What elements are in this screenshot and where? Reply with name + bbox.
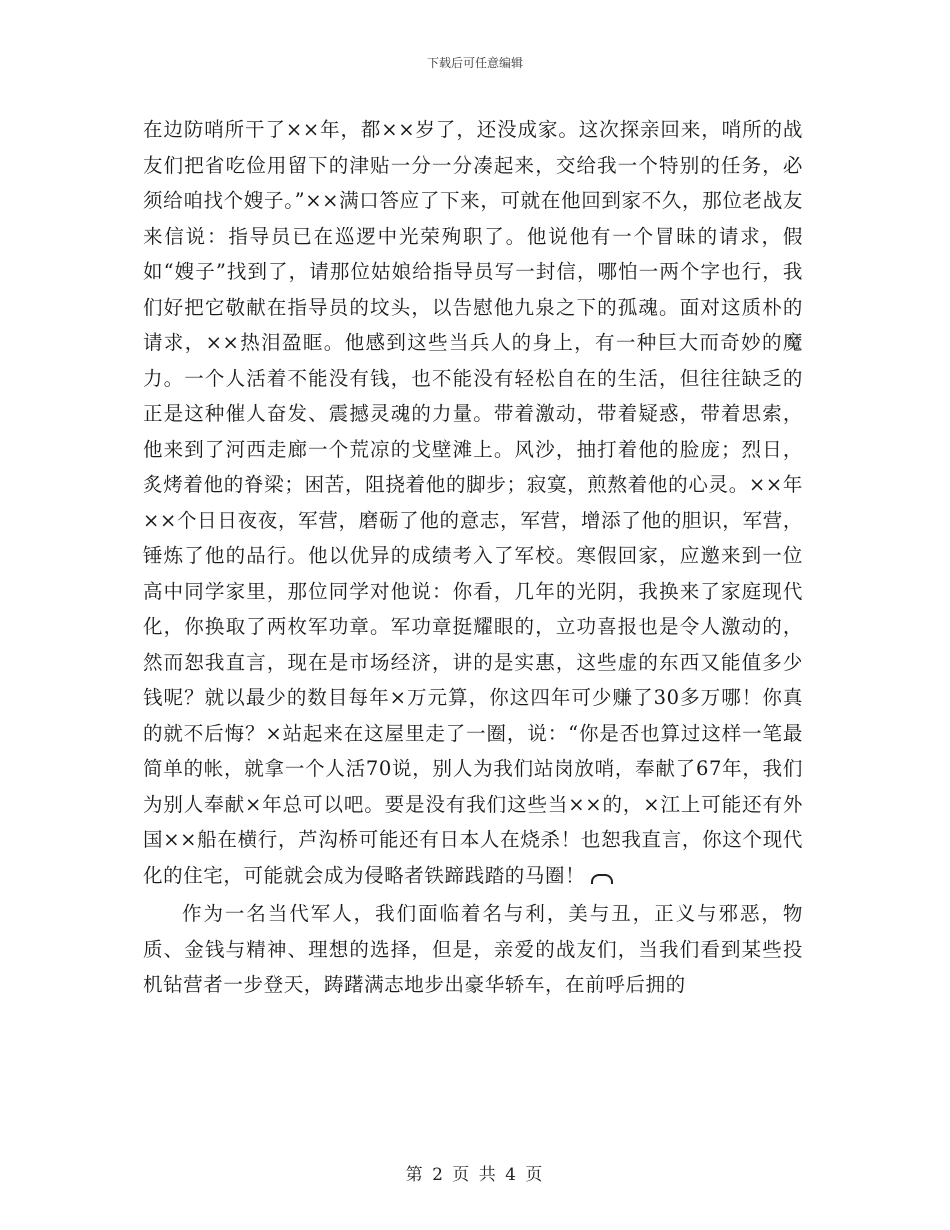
paragraph [143,112,803,893]
page-header: 下载后可任意编辑 [426,56,523,70]
paragraph-mark-icon [591,874,613,884]
paragraph-text: 在边防哨所干了××年，都××岁了，还没成家。这次探亲回来，哨所的战友们把省吃俭用留下的津贴一分一分凑起来，交给我一个特别的任务，必须给咱找个嫂子。”××满口答应了下来，可就在他回到家不久，那位老战友来信说：指导员已在巡逻中光荣殉职了。他说他有一个冒昧的请求，假如“嫂子”找到了，请那位姑娘给指导员写一封信，哪怕一两个字也行，我们好把它敬献在指导员的坟头，以告慰他九泉之下的孤魂。面对这质朴的请求，××热泪盈眶。他感到这些当兵人的身上，有一种巨大而奇妙的魔力。一个人活着不能没有钱，也不能没有轻松自在的生活，但往往缺乏的正是这种催人奋发、震撼灵魂的力量。带着激动，带着疑惑，带着思索，他来到了河西走廊一个荒凉的戈壁滩上。风沙，抽打着他的脸庞；烈日，炙烤着他的脊梁；困苦，阻挠着他的脚步；寂寞，煎熬着他的心灵。××年××个日日夜夜，军营，磨砺了他的意志，军营，增添了他的胆识，军营，锤炼了他的品行。他以优异的成绩考入了军校。寒假回家，应邀来到一位高中同学家里，那位同学对他说：你看，几年的光阴，我换来了家庭现代化，你换取了两枚军功章。军功章挺耀眼的，立功喜报也是令人激动的，然而恕我直言，现在是市场经济，讲的是实惠，这些虚的东西又能值多少钱呢？就以最少的数目每年×万元算，你这四年可少赚了30多万哪！你真的就不后悔？×站起来在这屋里走了一圈，说：“你是否也算过这样一笔最简单的帐，就拿一个人活70说，别人为我们站岗放哨，奉献了67年，我们为别人奉献×年总可以吧。要是没有我们这些当××的，×江上可能还有外国××船在横行，芦沟桥可能还有日本人在烧杀！也恕我直言，你这个现代化的住宅，可能就会成为侵略者铁蹄践踏的马圈！ [143,118,803,887]
document-body [143,112,803,1003]
page-footer: 第 2 页 共 4 页 [405,1165,545,1185]
paragraph: 作为一名当代军人，我们面临着名与利，美与丑，正义与邪恶，物质、金钱与精神、理想的选择，但是，亲爱的战友们，当我们看到某些投机钻营者一步登天，踌躇满志地步出豪华轿车，在前呼后拥的 [143,902,803,996]
